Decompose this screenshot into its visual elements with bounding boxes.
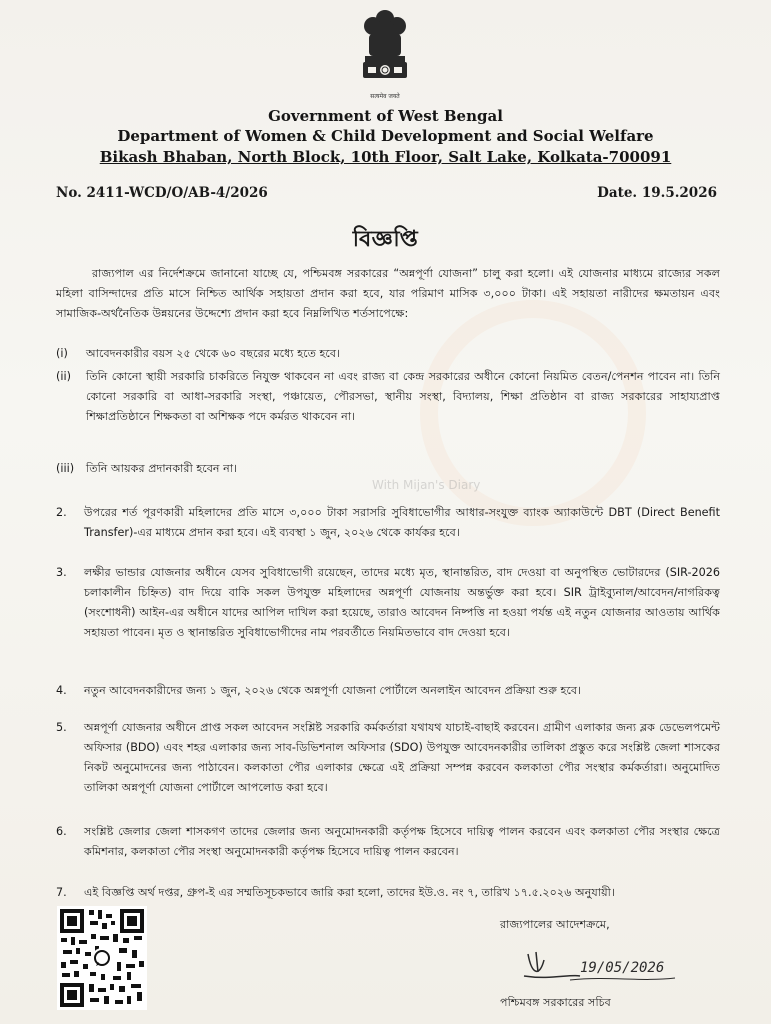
intro-paragraph: রাজ্যপাল এর নির্দেশক্রমে জানানো যাচ্ছে যে, পশ্চিমবঙ্গ সরকারের “অন্নপূর্ণা যোজনা” চালু করা হলো। এই যোজনার মাধ্যমে রাজ্যের সকল মহিলা বাসিন্দাদের প্রতি মাসে নিশ্চিত আর্থিক সহায়তা প্রদান করা হবে, যার পরিমাণ মাসিক ৩,০০০ টাকা। এই সহায়তা নারীদের ক্ষমতায়ন এবং সামাজিক-অর্থনৈতিক উন্নয়নের উদ্দেশ্যে প্রদান করা হবে নিম্নলিখিত শর্তসাপেক্ষে: (56, 267, 720, 320)
memo-date: Date. 19.5.2026 (597, 185, 717, 201)
point-number: 4. (56, 684, 67, 697)
notice-title: বিজ্ঞপ্তি (352, 227, 419, 252)
point-text: এই বিজ্ঞপ্তি অর্থ দপ্তর, গ্রুপ-ই এর সম্মতিসূচকভাবে জারি করা হলো, তাদের ইউ.ও. নং ৭, তারিখ ১৭.৫.২০২৬ অনুযায়ী। (84, 886, 615, 899)
point-text: উপরের শর্ত পূরণকারী মহিলাদের প্রতি মাসে ৩,০০০ টাকা সরাসরি সুবিধাভোগীর আধার-সংযুক্ত ব্যাংক অ্যাকাউন্টে DBT (Direct Benefit Transfer)-এর মাধ্যমে প্রদান করা হবে। এই ব্যবস্থা ১ জুন, ২০২৬ থেকে কার্যকর হবে। (84, 506, 720, 539)
point-number: 6. (56, 825, 67, 838)
memo-number: No. 2411-WCD/O/AB-4/2026 (56, 185, 268, 201)
condition-marker: (iii) (56, 462, 75, 475)
qr-code (57, 906, 147, 1010)
condition-marker: (i) (56, 347, 68, 360)
condition-marker: (ii) (56, 370, 71, 383)
header-government: Government of West Bengal (268, 107, 503, 125)
point-number: 3. (56, 566, 67, 579)
condition-text: তিনি কোনো স্থায়ী সরকারি চাকরিতে নিযুক্ত থাকবেন না এবং রাজ্য বা কেন্দ্র সরকারের অধীনে কোনো নিয়মিত বেতন/পেনশন পাবেন না। তিনি কোনো সরকারি বা আধা-সরকারি সংস্থা, পঞ্চায়েত, পৌরসভা, স্থানীয় সংস্থা, বিদ্যালয়, শিক্ষা প্রতিষ্ঠান বা রাজ্য সরকারের সাহায্যপ্রাপ্ত শিক্ষাপ্রতিষ্ঠানে শিক্ষকতা বা অশিক্ষক পদে কর্মরত থাকবেন না। (86, 370, 720, 423)
signature-date: 19/05/2026 (580, 960, 665, 976)
point-text: নতুন আবেদনকারীদের জন্য ১ জুন, ২০২৬ থেকে অন্নপূর্ণা যোজনা পোর্টালে অনলাইন আবেদন প্রক্রিয়া শুরু হবে। (84, 684, 582, 697)
state-emblem-icon (355, 4, 415, 104)
condition-text: তিনি আয়কর প্রদানকারী হবেন না। (86, 462, 238, 475)
emblem-motto: सत्यमेव जयते (370, 93, 400, 100)
point-text: লক্ষীর ভান্ডার যোজনার অধীনে যেসব সুবিধাভোগী রয়েছেন, তাদের মধ্যে মৃত, স্থানান্তরিত, বাদ দেওয়া বা অনুপস্থিত ভোটারদের (SIR-2026 চলাকালীন চিহ্নিত) বাদ দিয়ে বাকি সকল উপযুক্ত মহিলাদের অন্নপূর্ণা যোজনায় অন্তর্ভুক্ত করা হবে। SIR ট্রাইব্যুনাল/আবেদন/নাগরিকত্ব (সংশোধনী) আইন-এর অধীনে যাদের আপিল দাখিল করা হয়েছে, তারাও আবেদন নিষ্পত্তি না হওয়া পর্যন্ত এই নতুন যোজনার আওতায় আর্থিক সহায়তা পাবেন। মৃত ও স্থানান্তরিত সুবিধাভোগীদের নাম পরবর্তীতে নিয়মিতভাবে বাদ দেওয়া হবে। (84, 566, 720, 639)
point-text: সংশ্লিষ্ট জেলার জেলা শাসকগণ তাদের জেলার জন্য অনুমোদনকারী কর্তৃপক্ষ হিসেবে দায়িত্ব পালন করবেন এবং কলকাতা পৌর সংস্থার ক্ষেত্রে কমিশনার, কলকাতা পৌর সংস্থা অনুমোদনকারী কর্তৃপক্ষ হিসেবে দায়িত্ব পালন করবেন। (84, 825, 720, 858)
point-number: 2. (56, 506, 67, 519)
signoff-order: রাজ্যপালের আদেশক্রমে, (500, 918, 610, 931)
watermark-text: With Mijan's Diary (372, 478, 481, 492)
point-text: অন্নপূর্ণা যোজনার অধীনে প্রাপ্ত সকল আবেদন সংশ্লিষ্ট সরকারি কর্মকর্তারা যথাযথ যাচাই-বাছাই করবেন। গ্রামীণ এলাকার জন্য ব্লক ডেভেলপমেন্ট অফিসার (BDO) এবং শহর এলাকার জন্য সাব-ডিভিশনাল অফিসার (SDO) উপযুক্ত আবেদনকারীর তালিকা প্রস্তুত করে সংশ্লিষ্ট জেলা শাসকের নিকট অনুমোদনের জন্য পাঠাবেন। কলকাতা পৌর এলাকার ক্ষেত্রে এই প্রক্রিয়া সম্পন্ন করবেন কলকাতা পৌর সংস্থার কর্মকর্তারা। অনুমোদিত তালিকা অন্নপূর্ণা যোজনা পোর্টালে আপলোড করা হবে। (84, 721, 720, 794)
condition-text: আবেদনকারীর বয়স ২৫ থেকে ৬০ বছরের মধ্যে হতে হবে। (86, 347, 341, 360)
point-number: 5. (56, 721, 67, 734)
header-department: Department of Women & Child Development and Social Welfare (117, 127, 654, 145)
signoff-designation: পশ্চিমবঙ্গ সরকারের সচিব (500, 996, 611, 1009)
point-number: 7. (56, 886, 67, 899)
header-address: Bikash Bhaban, North Block, 10th Floor, Salt Lake, Kolkata-700091 (99, 148, 672, 166)
